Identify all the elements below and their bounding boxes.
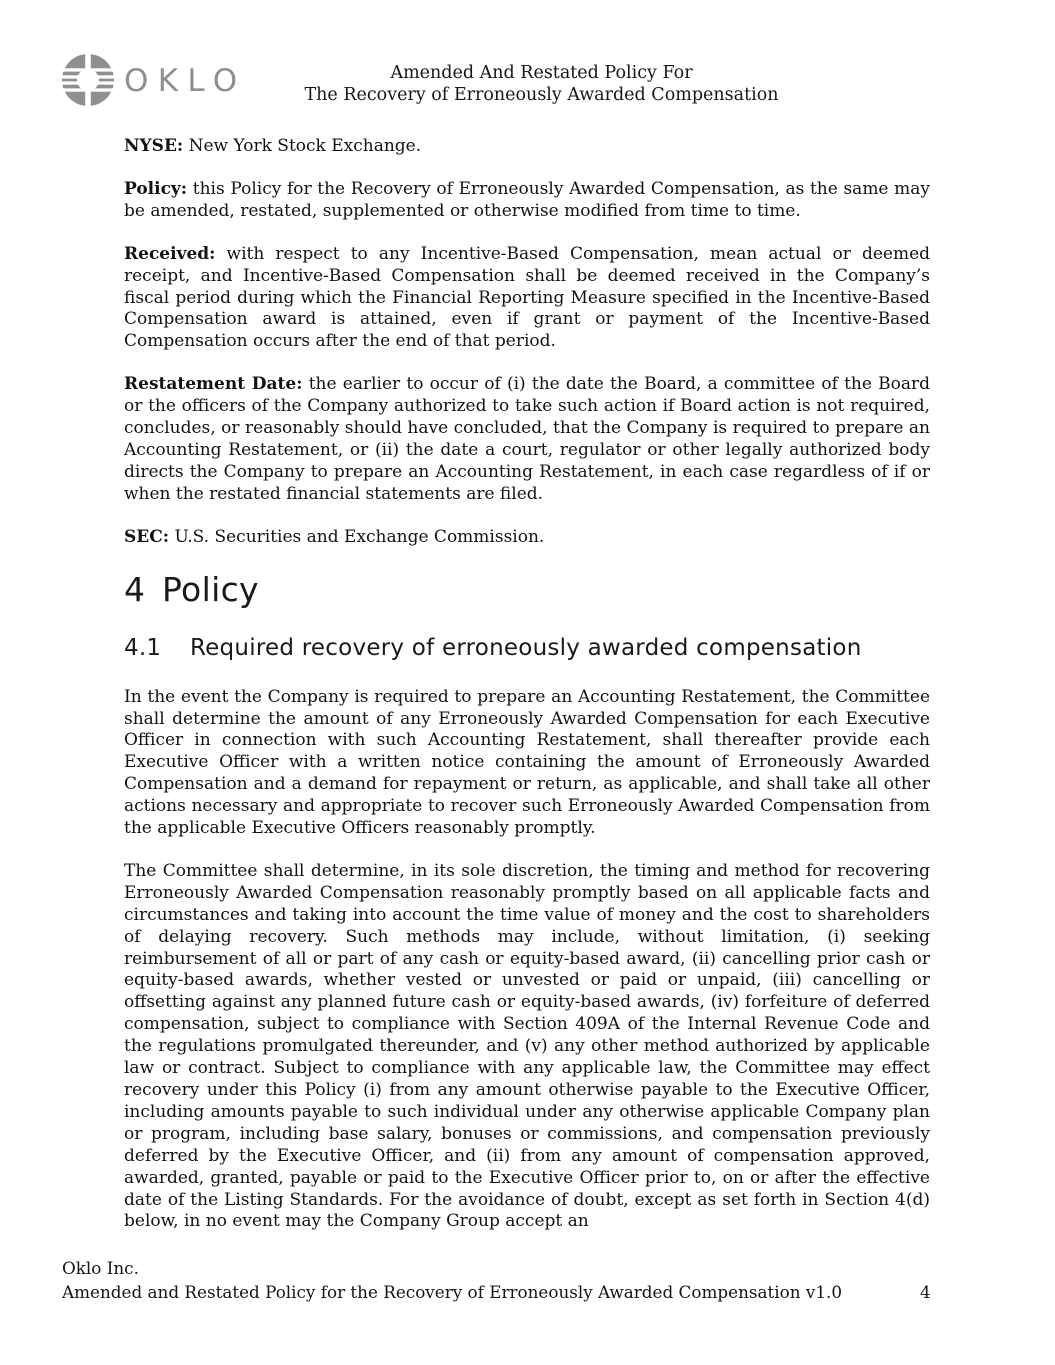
oklo-logo-text: OKLO xyxy=(124,62,247,99)
footer-company: Oklo Inc. xyxy=(62,1258,139,1278)
header-title xyxy=(14,62,1055,106)
policy-paragraph-1: In the event the Company is required to prepare an Accounting Restatement, the Committee shall determine the amount of any Erroneously Awarded Compensation for each Executive Officer in connection with such Accounting Restatement, shall thereafter provide each Executive Officer with a written notice containing the amount of Erroneously Awarded Compensation and a demand for repayment or return, as applicable, and shall take all other actions necessary and appropriate to recover such Erroneously Awarded Compensation from the applicable Executive Officers reasonably promptly. xyxy=(124,686,930,839)
subsection-title: Required recovery of erroneously awarded compensation xyxy=(190,634,862,661)
policy-paragraph-2: The Committee shall determine, in its sole discretion, the timing and method for recovering Erroneously Awarded Compensation reasonably promptly based on all applicable facts and circumstances and taking into account the time value of money and the cost to shareholders of delaying recovery. Such methods may include, without limitation, (i) seeking reimbursement of all or part of any cash or equity-based award, (ii) cancelling prior cash or equity-based awards, whether vested or unvested or paid or unpaid, (iii) cancelling or offsetting against any planned future cash or equity-based awards, (iv) forfeiture of deferred compensation, subject to compliance with Section 409A of the Internal Revenue Code and the regulations promulgated thereunder, and (v) any other method authorized by applicable law or contract. Subject to compliance with any applicable law, the Committee may effect recovery under this Policy (i) from any amount otherwise payable to the Executive Officer, including amounts payable to such individual under any otherwise applicable Company plan or program, including base salary, bonuses or commissions, and compensation previously deferred by the Executive Officer, and (ii) from any amount of compensation approved, awarded, granted, payable or paid to the Executive Officer prior to, on or after the effective date of the Listing Standards. For the avoidance of doubt, except as set forth in Section 4(d) below, in no event may the Company Group accept an xyxy=(124,860,930,1232)
definition-term: NYSE: xyxy=(124,136,184,156)
definition-nyse xyxy=(124,136,930,158)
header-title-line2: The Recovery of Erroneously Awarded Compensation xyxy=(304,85,779,105)
subsection-number: 4.1 xyxy=(124,634,162,661)
definition-policy xyxy=(124,179,930,223)
document-body xyxy=(124,136,930,1254)
document-footer xyxy=(62,1256,993,1304)
section-number: 4 xyxy=(124,569,146,609)
section-title: Policy xyxy=(162,569,259,609)
definition-text: New York Stock Exchange. xyxy=(188,136,422,156)
definition-term: Restatement Date: xyxy=(124,374,303,395)
definition-received xyxy=(124,244,930,354)
definition-term: SEC: xyxy=(124,526,170,547)
definition-text: with respect to any Incentive-Based Compensation, mean actual or deemed receipt, and Incentive-Based Compensation shall be deemed received in the Company’s fiscal period during which the Financial Reporting Measure specified in the Incentive-Based Compensation award is attained, even if grant or payment of the Incentive-Based Compensation occurs after the end of that period. xyxy=(124,243,931,352)
header-title-line1: Amended And Restated Policy For xyxy=(390,63,693,83)
definition-restatement-date xyxy=(124,374,930,505)
subsection-heading-required-recovery xyxy=(124,633,930,663)
definition-term: Received: xyxy=(124,243,216,264)
section-heading-policy xyxy=(124,570,930,610)
definition-text: U.S. Securities and Exchange Commission. xyxy=(174,526,545,547)
footer-page-number: 4 xyxy=(920,1282,931,1302)
definition-text: the earlier to occur of (i) the date the Board, a committee of the Board or the officers of the Company authorized to take such action if Board action is not required, concludes, or reasonably should have concluded, that the Company is required to prepare an Accounting Restatement, or (ii) the date a court, regulator or other legally authorized body directs the Company to prepare an Accounting Restatement, in each case regardless of if or when the restated financial statements are filed. xyxy=(124,374,931,504)
footer-document-title: Amended and Restated Policy for the Recovery of Erroneously Awarded Compensation v1.0 xyxy=(62,1282,843,1302)
footer-row xyxy=(62,1280,993,1304)
definition-term: Policy: xyxy=(124,178,188,199)
definition-text: this Policy for the Recovery of Erroneously Awarded Compensation, as the same may be amended, restated, supplemented or otherwise modified from time to time. xyxy=(124,178,930,221)
definition-sec xyxy=(124,527,930,549)
